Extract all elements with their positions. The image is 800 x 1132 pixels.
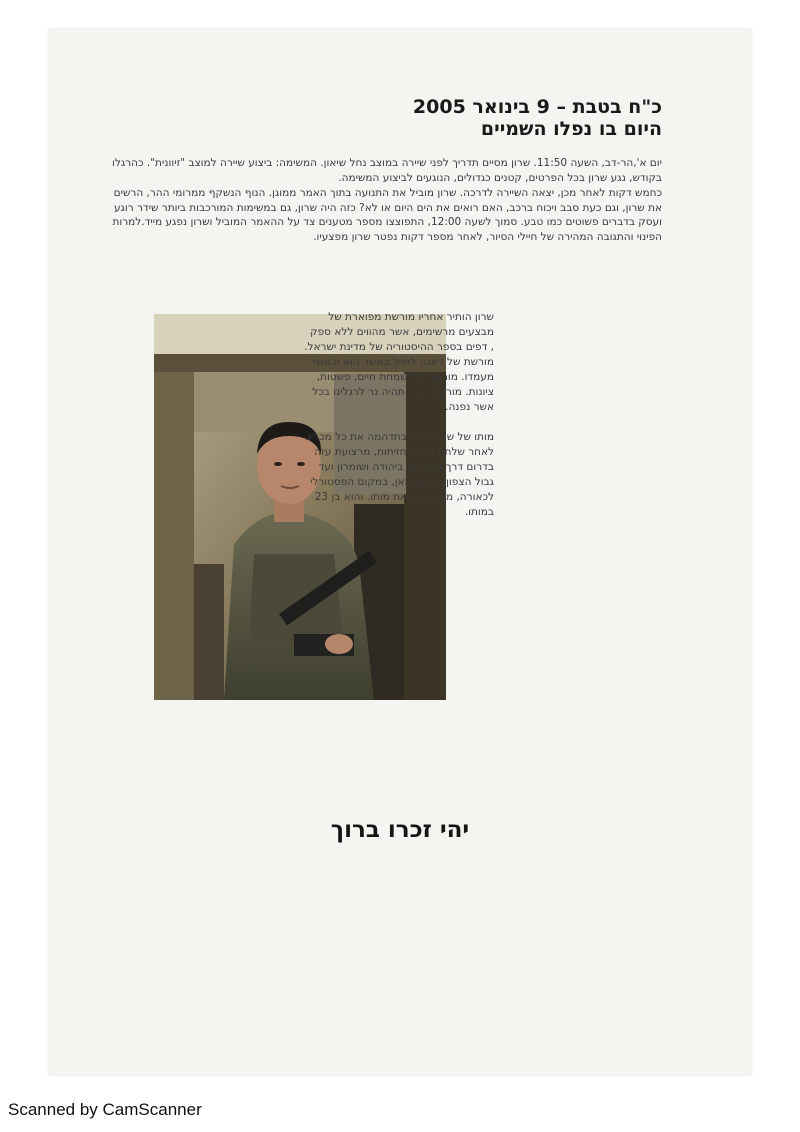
intro-paragraph-2: כחמש דקות לאחר מכן, יצאה השיירה לדרכה. שרון מוביל את התנועה בתוך האמר ממוגן. הנוף הנשקף ממרומי ההר, הרשים את שרון, וגם כעת סבב ויכוח ברכב, האם רואים את הים היום או לא? כזה היה שרון, גם במשימות המורכבות ביותר שידר רוגע ועסק בדברים פשוטים כמו טבע. סמוך לשעה 12:00, התפוצצו מספר מטענים צד על ההאמר המוביל ושרון נפגע מייד.למרות הפינוי והתגובה המהירה של חיילי הסיור, לאחר מספר דקות נפטר שרון מפצעיו. [112,187,662,243]
document-page [48,28,752,1076]
scanner-watermark: Scanned by CamScanner [8,1100,202,1119]
death-paragraph: מותו של שרון היכה בתדהמה את כל מכריו. לאחר שלחם בכל החזיתות, מרצועת עזה בדרום דרך הלחימה ביהודה ושומרון ועד גבול הצפון, דווקא כאן, במקום הפסטורלי לכאורה, מצא שרון את מותו. והוא בן 23 במותו. [304,431,494,518]
date-heading: כ"ח בטבת – 9 בינואר 2005 [412,96,662,118]
subtitle-heading: היום בו נפלו השמיים [480,118,662,140]
intro-text [102,156,662,245]
legacy-paragraph: שרון הותיר אחריו מורשת מפוארת של מבצעים מרשימים, אשר מהווים ללא ספק , דפים בספר ההיסטוריה של מדינת ישראל. מורשת של דאגה לחייל באשר הוא ובאשר מעמדו. מורשת של שמחת חיים, פשטות, ציונות. מורשת אשר תהיה נר לרגלינו בכל אשר נפנה. [304,311,494,413]
side-text [304,310,494,535]
title-block [142,96,662,140]
intro-paragraph-1: יום א',הר-דב, השעה 11:50. שרון מסיים תדריך לפני שיירה במוצב נחל שיאון. המשימה: ביצוע שיירה למוצב "זיוונית". כהרגלו בקודש, נגע שרון בכל הפרטים, קטנים כגדולים, הנוגעים לביצוע המשימה. [112,157,662,184]
memorial-line: יהי זכרו ברוך [330,817,470,843]
